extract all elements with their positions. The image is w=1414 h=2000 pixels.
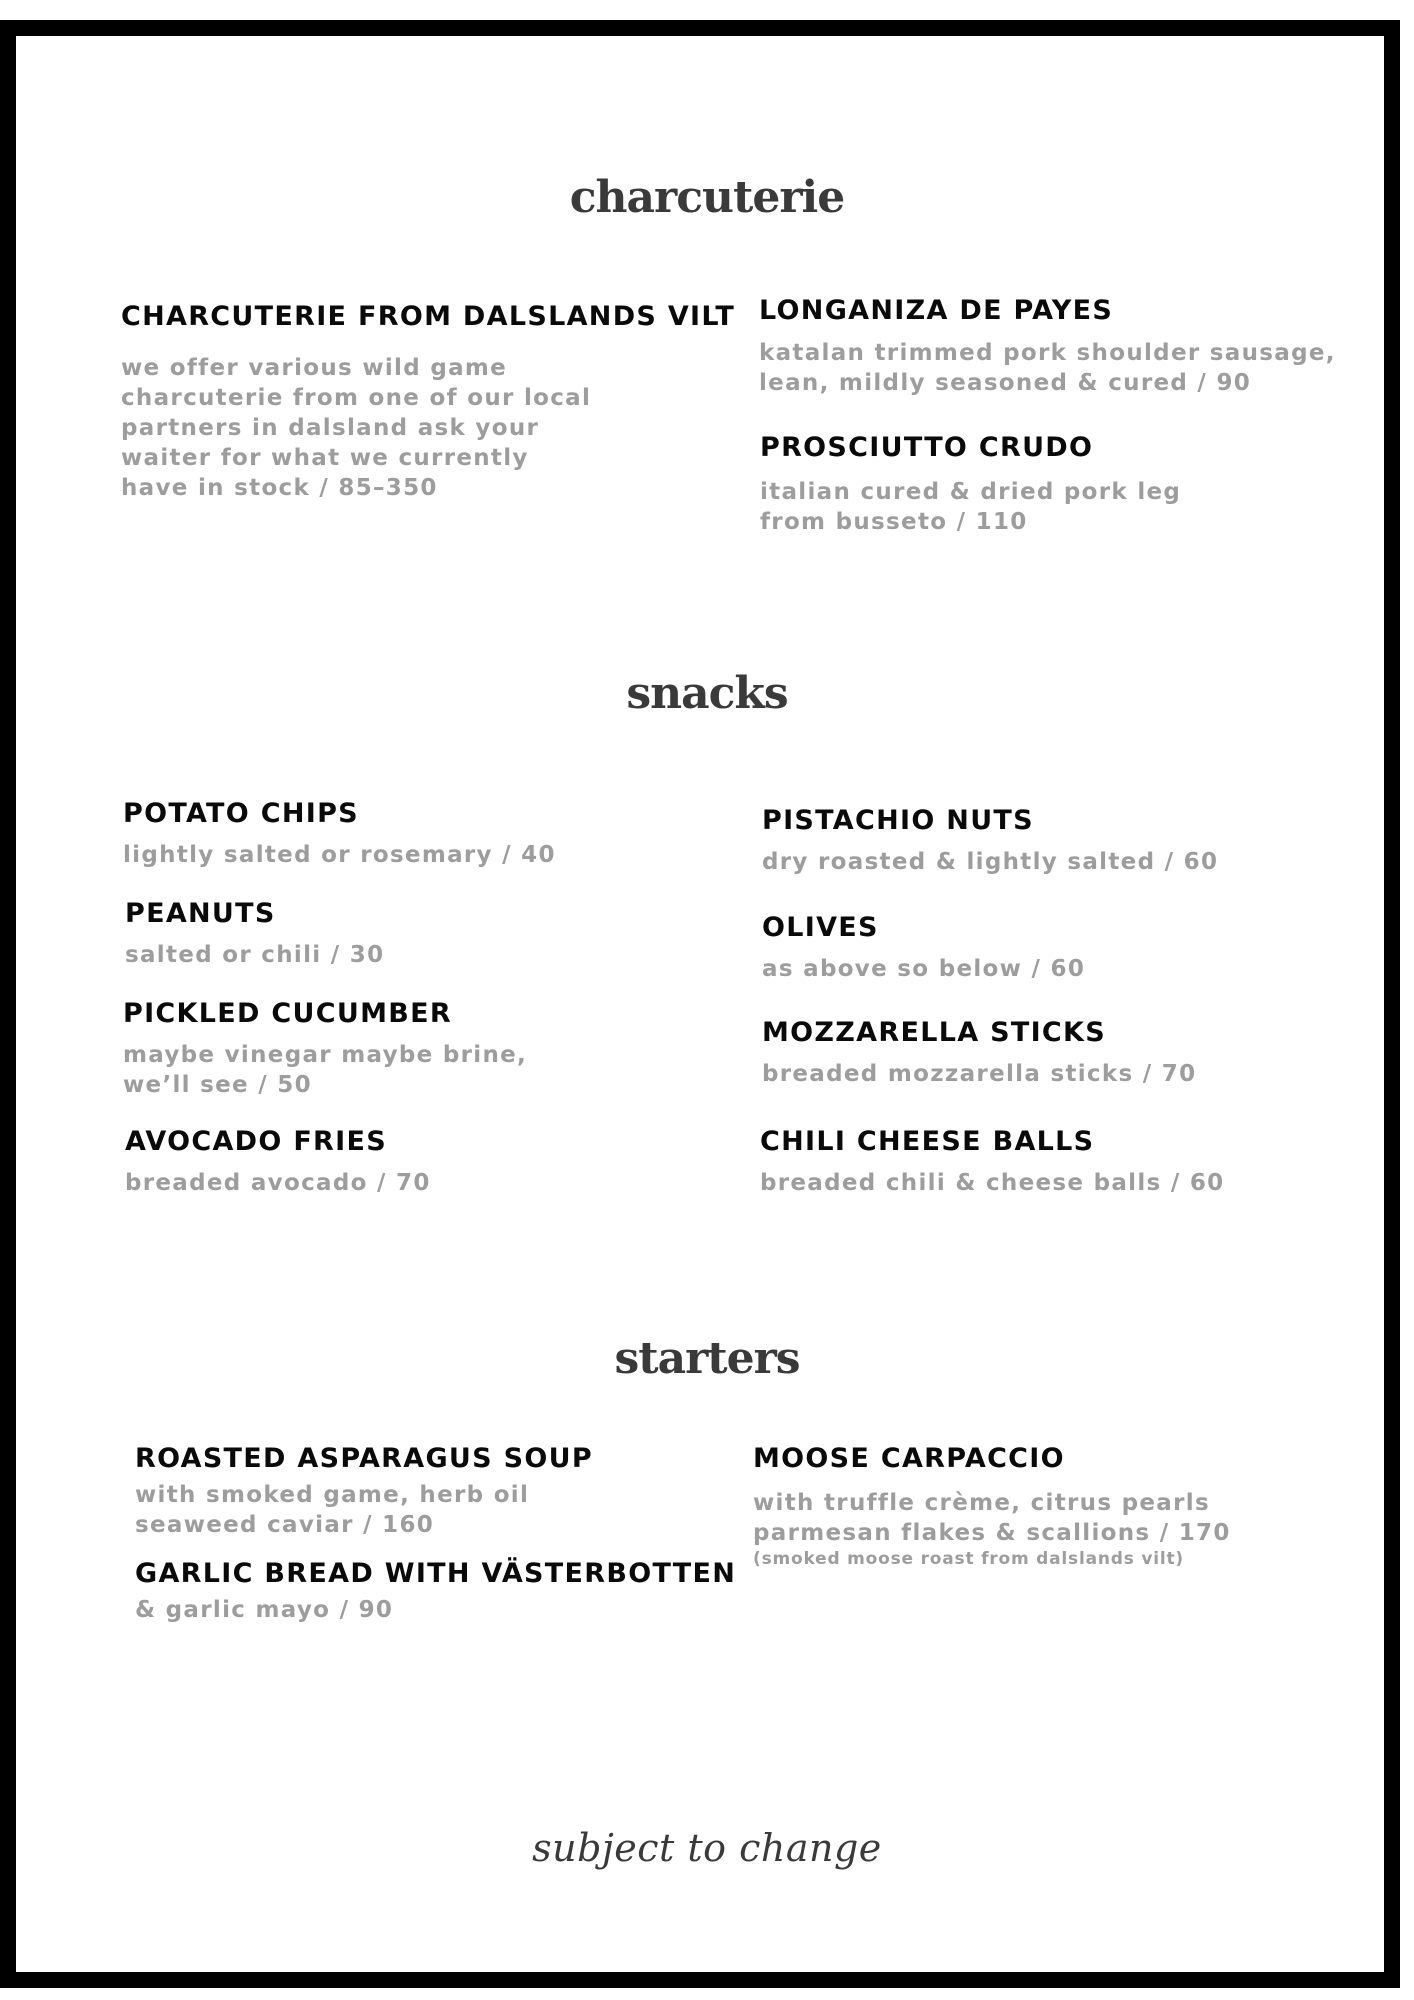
item-name: PROSCIUTTO CRUDO bbox=[760, 432, 1094, 463]
item-description: as above so below / 60 bbox=[762, 956, 1086, 982]
item-description: with truffle crème, citrus pearls parmesan flakes & scallions / 170 bbox=[753, 1490, 1231, 1546]
item-note: (smoked moose roast from dalslands vilt) bbox=[753, 1549, 1185, 1569]
item-name: POTATO CHIPS bbox=[123, 798, 359, 829]
item-description: lightly salted or rosemary / 40 bbox=[123, 842, 556, 868]
item-name: PICKLED CUCUMBER bbox=[123, 998, 452, 1029]
menu-item bbox=[762, 807, 1218, 877]
menu-item bbox=[121, 303, 735, 503]
menu-item bbox=[135, 1445, 593, 1540]
menu-item bbox=[759, 297, 1336, 398]
item-name: CHARCUTERIE FROM DALSLANDS VILT bbox=[121, 301, 736, 332]
item-name: MOZZARELLA STICKS bbox=[762, 1017, 1107, 1048]
item-name: AVOCADO FRIES bbox=[125, 1126, 387, 1157]
menu-item bbox=[125, 900, 384, 970]
item-name: GARLIC BREAD WITH VÄSTERBOTTEN bbox=[135, 1558, 737, 1589]
menu-item bbox=[123, 800, 556, 870]
menu-item bbox=[125, 1128, 431, 1198]
menu-item bbox=[762, 1019, 1196, 1089]
item-description: breaded chili & cheese balls / 60 bbox=[760, 1170, 1225, 1196]
item-description: breaded avocado / 70 bbox=[125, 1170, 431, 1196]
item-description: & garlic mayo / 90 bbox=[135, 1597, 394, 1623]
item-description: salted or chili / 30 bbox=[125, 942, 385, 968]
item-name: CHILI CHEESE BALLS bbox=[760, 1126, 1095, 1157]
menu-item bbox=[762, 914, 1085, 984]
item-description: italian cured & dried pork leg from busseto / 110 bbox=[760, 479, 1182, 535]
menu-item bbox=[123, 1000, 527, 1100]
menu-item bbox=[753, 1445, 1231, 1570]
menu-item bbox=[760, 434, 1181, 537]
item-name: OLIVES bbox=[762, 912, 879, 943]
item-description: maybe vinegar maybe brine, we’ll see / 50 bbox=[123, 1042, 528, 1098]
item-description: we offer various wild game charcuterie from one of our local partners in dalsland ask your waiter for what we currently have in stock / 85–350 bbox=[121, 355, 592, 501]
item-name: PEANUTS bbox=[125, 898, 276, 929]
item-name: ROASTED ASPARAGUS SOUP bbox=[135, 1443, 593, 1474]
item-name: PISTACHIO NUTS bbox=[762, 805, 1034, 836]
section-heading-charcuterie: charcuterie bbox=[569, 172, 845, 223]
item-description: dry roasted & lightly salted / 60 bbox=[762, 849, 1219, 875]
item-name: MOOSE CARPACCIO bbox=[753, 1443, 1065, 1474]
item-description: katalan trimmed pork shoulder sausage, lean, mildly seasoned & cured / 90 bbox=[759, 340, 1336, 396]
item-description: breaded mozzarella sticks / 70 bbox=[762, 1061, 1197, 1087]
section-heading-starters: starters bbox=[614, 1333, 800, 1384]
item-name: LONGANIZA DE PAYES bbox=[759, 295, 1114, 326]
item-description: with smoked game, herb oil seaweed caviar / 160 bbox=[135, 1482, 530, 1538]
footer-disclaimer: subject to change bbox=[532, 1826, 882, 1870]
menu-item bbox=[135, 1560, 736, 1625]
menu-item bbox=[760, 1128, 1224, 1198]
section-heading-snacks: snacks bbox=[626, 668, 788, 719]
